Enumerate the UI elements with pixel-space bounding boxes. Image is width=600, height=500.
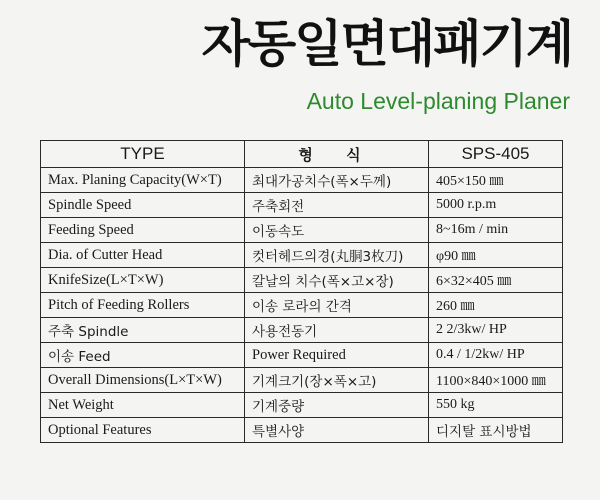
spec-label-ko: 컷터헤드의경(丸胴3枚刀) <box>245 243 429 268</box>
spec-value: 0.4 / 1/2kw/ HP <box>429 343 563 368</box>
header-model: SPS-405 <box>429 141 563 168</box>
spec-label-ko: 주축회전 <box>245 193 429 218</box>
spec-label-ko: 최대가공치수(폭×두께) <box>245 168 429 193</box>
spec-value: 550 kg <box>429 393 563 418</box>
spec-label: Pitch of Feeding Rollers <box>41 293 245 318</box>
table-row <box>41 368 563 393</box>
spec-table <box>40 140 563 443</box>
spec-label-ko: Power Required <box>245 343 429 368</box>
table-row <box>41 168 563 193</box>
title-english: Auto Level-planing Planer <box>306 88 570 114</box>
spec-value: 2 2/3kw/ HP <box>429 318 563 343</box>
spec-label: Max. Planing Capacity(W×T) <box>41 168 245 193</box>
spec-value: 5000 r.p.m <box>429 193 563 218</box>
table-row <box>41 193 563 218</box>
table-row <box>41 343 563 368</box>
spec-value: φ90 ㎜ <box>429 243 563 268</box>
spec-label: Feeding Speed <box>41 218 245 243</box>
table-row <box>41 218 563 243</box>
spec-value: 260 ㎜ <box>429 293 563 318</box>
title-korean: 자동일면대패기계 <box>201 15 572 73</box>
spec-label-ko: 기계크기(장×폭×고) <box>245 368 429 393</box>
spec-label-ko: 이동속도 <box>245 218 429 243</box>
spec-label: Optional Features <box>41 418 245 443</box>
table-row <box>41 243 563 268</box>
spec-label-ko: 이송 로라의 간격 <box>245 293 429 318</box>
spec-value: 1100×840×1000 ㎜ <box>429 368 563 393</box>
spec-label-ko: 칼날의 치수(폭×고×장) <box>245 268 429 293</box>
spec-label: Spindle Speed <box>41 193 245 218</box>
table-row <box>41 293 563 318</box>
spec-value: 6×32×405 ㎜ <box>429 268 563 293</box>
spec-value: 8~16m / min <box>429 218 563 243</box>
spec-label-ko: 기계중량 <box>245 393 429 418</box>
spec-value: 405×150 ㎜ <box>429 168 563 193</box>
spec-label: 이송 Feed <box>41 343 245 368</box>
table-row <box>41 268 563 293</box>
table-row <box>41 393 563 418</box>
spec-label: Dia. of Cutter Head <box>41 243 245 268</box>
table-header-row <box>41 141 563 168</box>
spec-value: 디지탈 표시방법 <box>429 418 563 443</box>
header-model-ko: 형 식 <box>245 141 429 168</box>
spec-label: 주축 Spindle <box>41 318 245 343</box>
spec-label: KnifeSize(L×T×W) <box>41 268 245 293</box>
spec-label-ko: 특별사양 <box>245 418 429 443</box>
spec-label: Overall Dimensions(L×T×W) <box>41 368 245 393</box>
spec-label: Net Weight <box>41 393 245 418</box>
spec-label-ko: 사용전동기 <box>245 318 429 343</box>
table-row <box>41 318 563 343</box>
table-row <box>41 418 563 443</box>
header-type: TYPE <box>41 141 245 168</box>
